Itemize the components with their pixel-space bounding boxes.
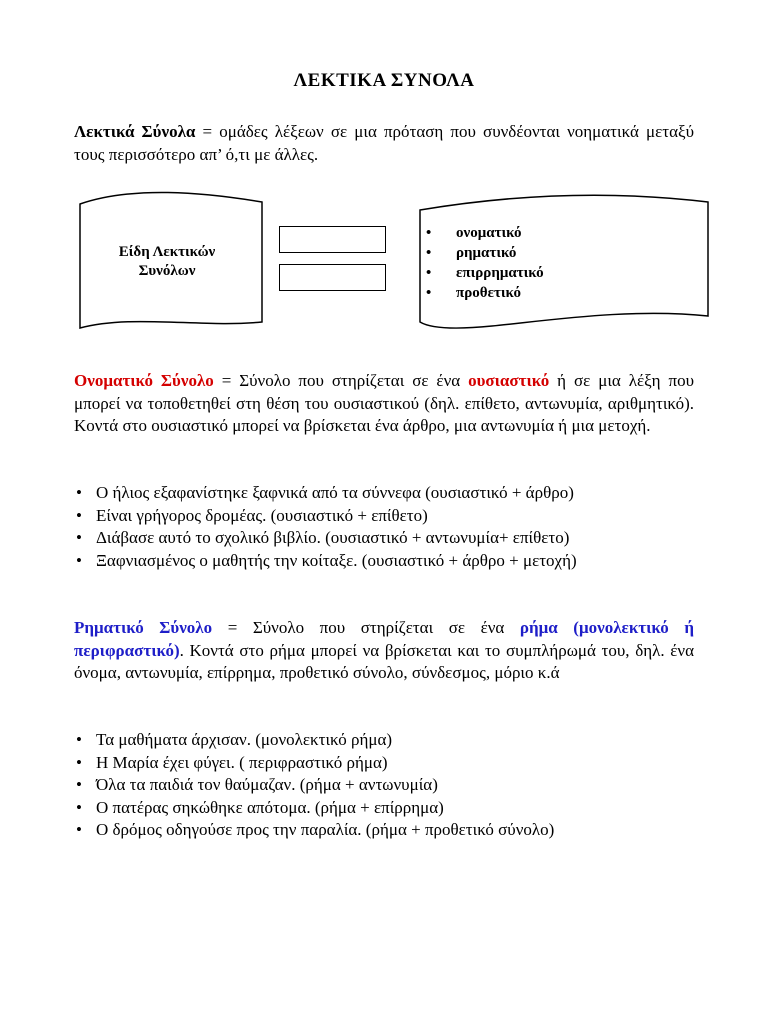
bullet-icon: •	[76, 730, 82, 749]
list-item: • επιρρηματικό	[426, 265, 544, 281]
definition-text: = ομάδες λέξεων σε μια πρόταση που συνδέονται νοηματικά μεταξύ τους περισσότερο απ’ ό,τι με άλλες.	[74, 122, 694, 164]
verbal-examples-list	[74, 729, 714, 842]
types-diagram	[72, 188, 712, 348]
list-item: • Ο πατέρας σηκώθηκε απότομα. (ρήμα + επίρρημα)	[74, 797, 714, 820]
list-item: • Ο δρόμος οδηγούσε προς την παραλία. (ρήμα + προθετικό σύνολο)	[74, 819, 714, 842]
definition-paragraph	[74, 121, 694, 166]
list-item: • Ο ήλιος εξαφανίστηκε ξαφνικά από τα σύννεφα (ουσιαστικό + άρθρο)	[74, 482, 714, 505]
bullet-icon: •	[76, 797, 82, 817]
bullet-icon: •	[76, 528, 82, 547]
bullet-icon: •	[426, 225, 432, 241]
bullet-icon: •	[76, 775, 82, 794]
verbal-term: Ρηματικό Σύνολο	[74, 618, 213, 637]
bullet-icon: •	[76, 550, 82, 570]
diagram-left-label-line1: Είδη Λεκτικών	[118, 244, 216, 260]
list-item: • Ξαφνιασμένος ο μαθητής την κοίταξε. (ουσιαστικό + άρθρο + μετοχή)	[74, 550, 714, 573]
diagram-left-label	[92, 243, 242, 281]
bullet-icon: •	[76, 483, 82, 502]
list-item: • Είναι γρήγορος δρομέας. (ουσιαστικό + επίθετο)	[74, 505, 714, 528]
nominal-examples-list	[74, 482, 714, 572]
definition-term: Λεκτικά Σύνολα	[74, 122, 196, 141]
list-item: • Τα μαθήματα άρχισαν. (μονολεκτικό ρήμα)	[74, 729, 714, 752]
list-item: • ρηματικό	[426, 245, 517, 261]
equals-bar-bottom	[279, 264, 386, 291]
bullet-icon: •	[76, 752, 82, 772]
diagram-left-label-line2: Συνόλων	[138, 263, 196, 279]
verbal-highlight: ρήμα (μονολεκτικό ή περιφραστικό)	[74, 618, 695, 660]
list-item: • ονοματικό	[426, 225, 522, 241]
bullet-icon: •	[426, 245, 432, 261]
list-item: • Όλα τα παιδιά τον θαύμαζαν. (ρήμα + αντωνυμία)	[74, 774, 714, 797]
list-item: • προθετικό	[426, 285, 521, 301]
bullet-icon: •	[426, 265, 432, 281]
types-list	[424, 223, 544, 303]
bullet-icon: •	[426, 285, 432, 301]
nominal-term: Ονοματικό Σύνολο	[74, 371, 214, 390]
bullet-icon: •	[76, 820, 82, 839]
page-title: ΛΕΚΤΙΚΑ ΣΥΝΟΛΑ	[293, 70, 475, 91]
list-item: • Διάβασε αυτό το σχολικό βιβλίο. (ουσιαστικό + αντωνυμία+ επίθετο)	[74, 527, 714, 550]
verbal-paragraph: Ρηματικό Σύνολο = Σύνολο που στηρίζεται σε ένα ρήμα (μονολεκτικό ή περιφραστικό). Κοντά στο ρήμα μπορεί να βρίσκεται και το συμπλήρωμά του, δηλ. ένα όνομα, αντωνυμία, επίρρημα, προθετικό σύνολο, σύνδεσμος, μόριο κ.ά	[74, 618, 695, 682]
bullet-icon: •	[76, 505, 82, 525]
equals-bar-top	[279, 226, 386, 253]
nominal-paragraph: Ονοματικό Σύνολο = Σύνολο που στηρίζεται σε ένα ουσιαστικό ή σε μια λέξη που μπορεί να τοποθετηθεί στη θέση του ουσιαστικού (δηλ. επίθετο, αντωνυμία, αριθμητικό). Κοντά στο ουσιαστικό μπορεί να βρίσκεται ένα άρθρο, μια αντωνυμία ή μια μετοχή.	[74, 371, 694, 435]
nominal-highlight: ουσιαστικό	[468, 371, 550, 390]
list-item: • Η Μαρία έχει φύγει. ( περιφραστικό ρήμα)	[74, 752, 714, 775]
